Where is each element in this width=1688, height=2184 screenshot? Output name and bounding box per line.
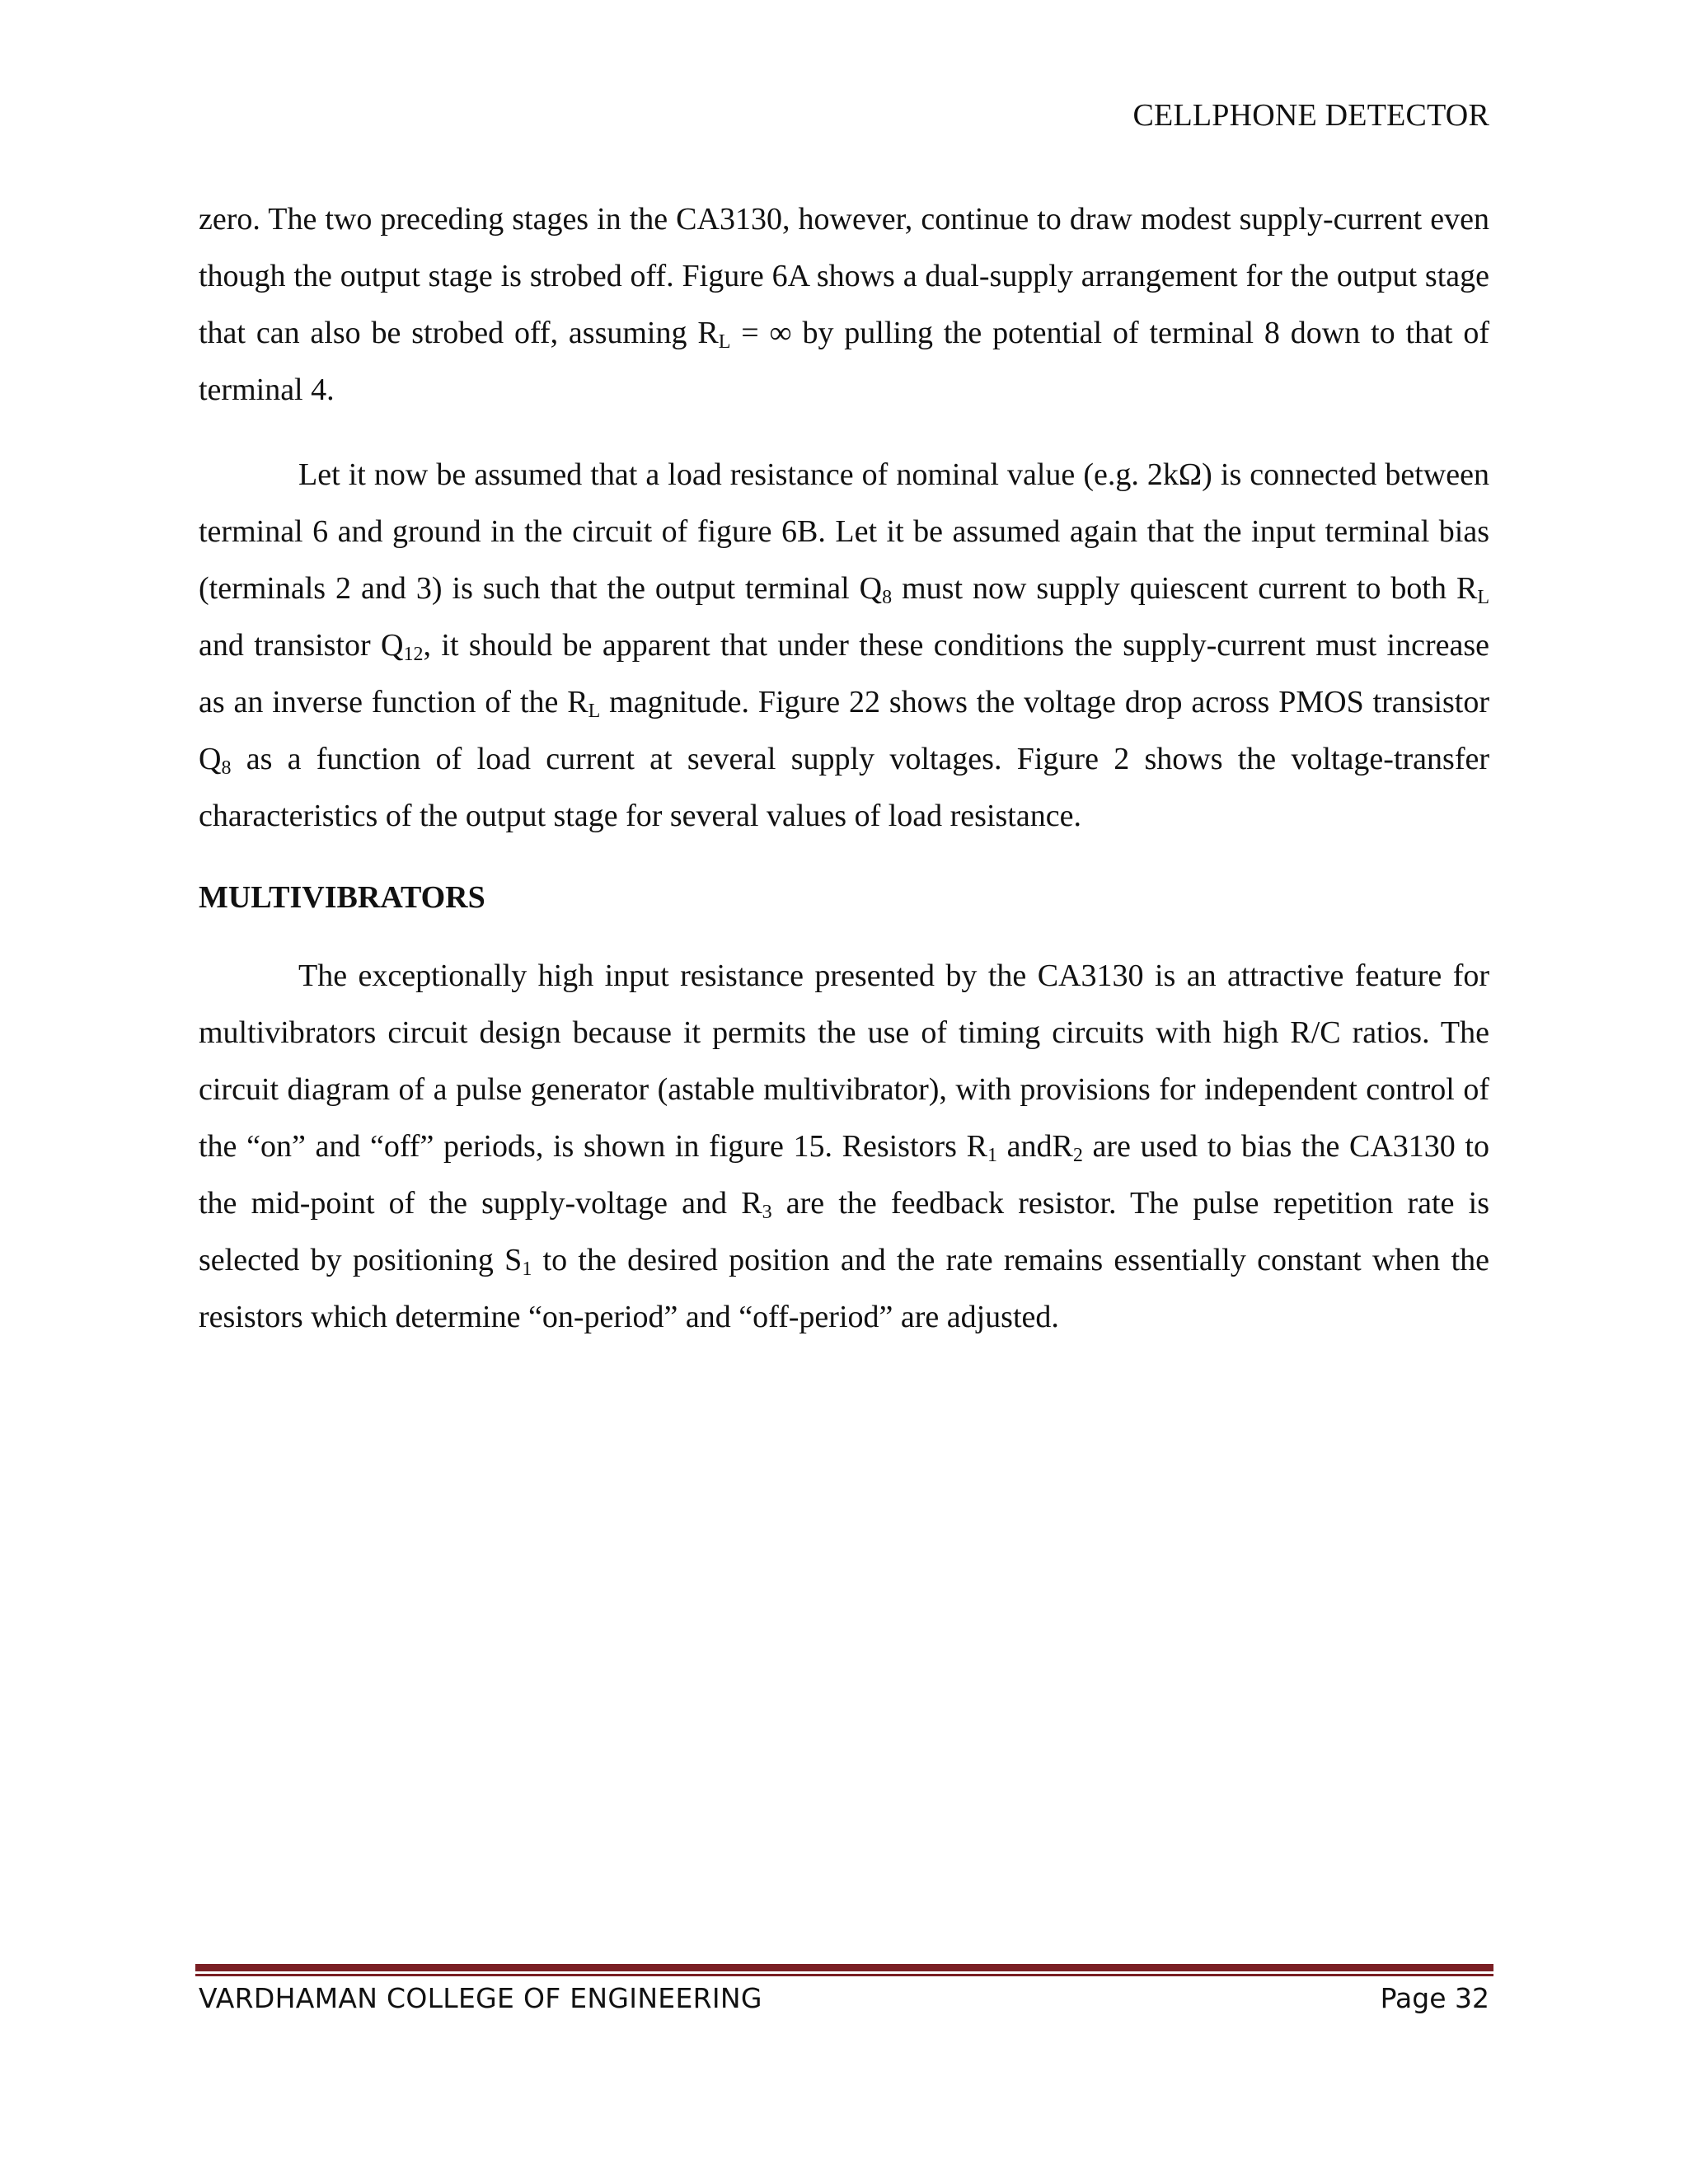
running-header: CELLPHONE DETECTOR (1132, 98, 1489, 133)
paragraph-1: zero. The two preceding stages in the CA3130, however, continue to draw modest supply-current even though the output stage is strobed off. Figure 6A shows a dual-supply arrangement for the output stage that can also be strobed off, assuming $R_L$ = ∞ by pulling the potential of terminal 8 down to that of terminal 4. (199, 202, 1489, 407)
footer-institution: VARDHAMAN COLLEGE OF ENGINEERING (199, 1982, 762, 2014)
paragraph-2: Let it now be assumed that a load resistance of nominal value (e.g. 2kΩ) is connected between terminal 6 and ground in the circuit of figure 6B. Let it be assumed again that the input terminal bias (terminals 2 and 3) is such that the output terminal $Q_8$ must now supply quiescent current to both $R_L$ and transistor $Q_{12}$, it should be apparent that under these conditions the supply-current must increase as an inverse function of the $R_L$ magnitude. Figure 22 shows the voltage drop across PMOS transistor $Q_8$ as a function of load current at several supply voltages. Figure 2 shows the voltage-transfer characteristics of the output stage for several values of load resistance. (199, 457, 1490, 833)
page-number: Page 32 (1380, 1982, 1489, 2014)
section-heading: MULTIVIBRATORS (199, 880, 485, 915)
body-text (199, 191, 1489, 1346)
footer-rule (195, 1964, 1493, 1971)
paragraph-3: The exceptionally high input resistance presented by the CA3130 is an attractive feature for multivibrators circuit design because it permits the use of timing circuits with high R/C ratios. The circuit diagram of a pulse generator (astable multivibrator), with provisions for independent control of the “on” and “off” periods, is shown in figure 15. Resistors $R_1$ andR$_2$ are used to bias the CA3130 to the mid-point of the supply-voltage and $R_3$ are the feedback resistor. The pulse repetition rate is selected by positioning $S_1$ to the desired position and the rate remains essentially constant when the resistors which determine “on-period” and “off-period” are adjusted. (199, 958, 1489, 1334)
footer-rule-thin (195, 1974, 1493, 1976)
